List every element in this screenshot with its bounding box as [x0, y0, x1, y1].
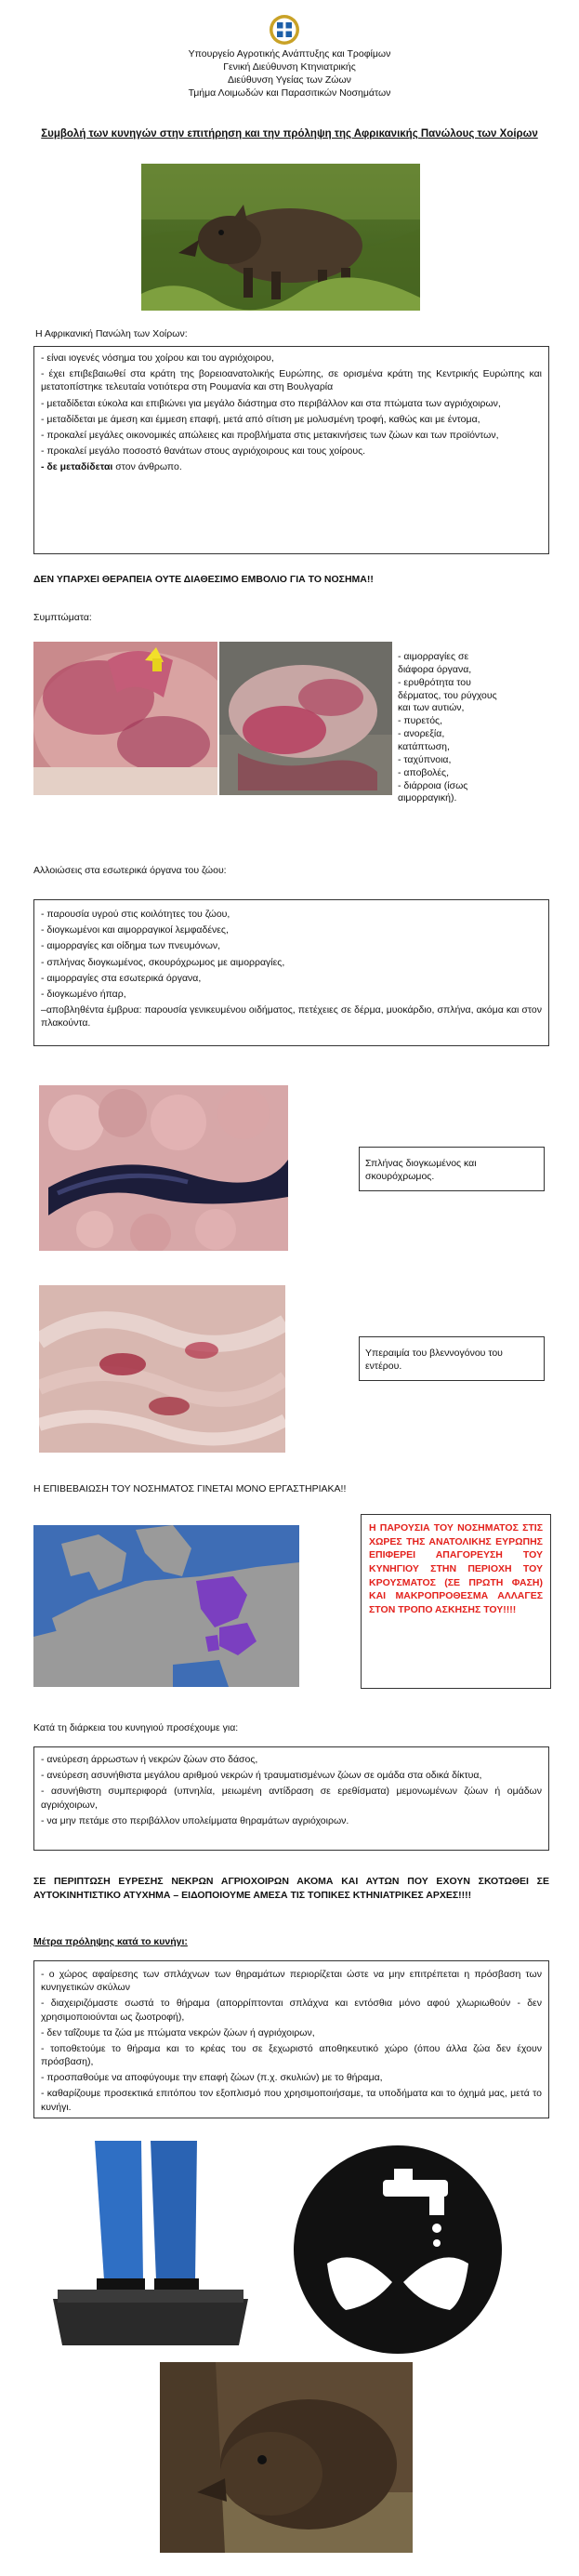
intestine-photo — [39, 1285, 285, 1453]
europe-map — [33, 1525, 299, 1687]
lesion-item: - παρουσία υγρού στις κοιλότητες του ζώου, — [41, 909, 230, 920]
spleen-caption: Σπλήνας διογκωμένος και σκουρόχρωμος. — [359, 1147, 545, 1191]
prevention-point: - προσπαθούμε να αποφύγουμε την επαφή ζώων (π.χ. σκυλιών) με το θήραμα, — [41, 2072, 383, 2084]
spleen-photo — [39, 1085, 288, 1251]
hunting-point: - να μην πετάμε στο περιβάλλον υπολείμματα θηραμάτων αγριόχοιρων. — [41, 1814, 349, 1826]
emblem — [269, 14, 300, 46]
hunting-ban-warning: Η ΠΑΡΟΥΣΙΑ ΤΟΥ ΝΟΣΗΜΑΤΟΣ ΣΤΙΣ ΧΩΡΕΣ ΤΗΣ ΑΝΑΤΟΛΙΚΗΣ ΕΥΡΩΠΗΣ ΕΠΙΦΕΡΕΙ ΑΠΑΓΟΡΕΥΣΗ ΤΟΥ ΚΥΝΗΓΙΟΥ ΣΤΗΝ ΠΕΡΙΟΧΗ ΤΟΥ ΚΡΟΥΣΜΑΤΟΣ (ΣΕ ΠΡΩΤΗ ΦΑΣΗ) ΚΑΙ ΜΑΚΡΟΠΡΟΘΕΣΜΑ ΑΛΛΑΓΕΣ ΣΤΟΝ ΤΡΟΠΟ ΑΣΚΗΣΗΣ ΤΟΥ!!!! — [361, 1514, 551, 1689]
prevention-point: - ο χώρος αφαίρεσης των σπλάχνων των θηραμάτων περιορίζεται ώστε να μην επιτρέπεται η πρόσβαση των κυνηγετικών σκύλων — [41, 1969, 542, 1994]
hunting-point: - ανεύρεση άρρωστων ή νεκρών ζώων στο δάσος, — [41, 1754, 258, 1765]
header-block — [0, 48, 579, 100]
intro-box — [33, 346, 549, 554]
lesion-item: - αιμορραγίες στα εσωτερικά όργανα, — [41, 972, 202, 984]
intro-point: - είναι ιογενές νόσημα του χοίρου και του αγριόχοιρου, — [41, 352, 274, 364]
dead-boar-notice: ΣΕ ΠΕΡΙΠΤΩΣΗ ΕΥΡΕΣΗΣ ΝΕΚΡΩΝ ΑΓΡΙΟΧΟΙΡΩΝ ΑΚΟΜΑ ΚΑΙ ΑΥΤΩΝ ΠΟΥ ΕΧΟΥΝ ΣΚΟΤΩΘΕΙ ΣΕ ΑΥΤΟΚΙΝΗΤΙΣΤΙΚΟ ΑΤΥΧΗΜΑ – ΕΙΔΟΠΟΙΟΥΜΕ ΑΜΕΣΑ ΤΙΣ ΤΟΠΙΚΕΣ ΚΤΗΝΙΑΤΡΙΚΕΣ ΑΡΧΕΣ!!!! — [33, 1876, 549, 1901]
intro-last-rest: στον άνθρωπο. — [112, 461, 182, 473]
intro-point: - έχει επιβεβαιωθεί στα κράτη της βορειοανατολικής Ευρώπης, σε ορισμένα κράτη της Κεντρικής Ευρώπης και μετατοπίστηκε τελευταία νοτιότερα στη Ρουμανία και στη Βουλγαρία — [41, 368, 542, 393]
lesion-item: - διογκωμένοι και αιμορραγικοί λεμφαδένες, — [41, 924, 229, 936]
wild-boar-photo — [141, 164, 420, 311]
directorate-general: Γενική Διεύθυνση Κτηνιατρικής — [223, 60, 356, 73]
symptom-item: - διάρροια (ίσως αιμορραγική). — [398, 779, 468, 804]
symptoms-label: Συμπτώματα: — [33, 612, 92, 623]
lesions-label: Αλλοιώσεις στα εσωτερικά όργανα του ζώου: — [33, 865, 227, 876]
dead-pig-photo — [219, 642, 392, 795]
lab-confirmation-notice: Η ΕΠΙΒΕΒΑΙΩΣΗ ΤΟΥ ΝΟΣΗΜΑΤΟΣ ΓΙΝΕΤΑΙ ΜΟΝΟ ΕΡΓΑΣΤΗΡΙΑΚΑ!! — [33, 1483, 347, 1494]
hunting-label: Κατά τη διάρκεια του κυνηγιού προσέχουμε για: — [33, 1722, 239, 1733]
symptom-item: - αποβολές, — [398, 766, 450, 778]
handwashing-icon — [290, 2143, 506, 2357]
pig-ear-photo — [33, 642, 217, 795]
symptom-item: - ταχύπνοια, — [398, 753, 452, 765]
intro-point: - μεταδίδεται εύκολα και επιβιώνει για μεγάλο διάστημα στο περιβάλλον και στα πτώματα των αγριόχοιρων, — [41, 397, 501, 409]
boar-portrait-photo — [160, 2362, 413, 2553]
prevention-label: Μέτρα πρόληψης κατά το κυνήγι: — [33, 1936, 188, 1947]
intro-point: - προκαλεί μεγάλες οικονομικές απώλειες και προβλήματα στις μετακινήσεις των ζώων και των προϊόντων, — [41, 429, 499, 441]
lesion-item: - αιμορραγίες και οίδημα των πνευμόνων, — [41, 940, 221, 952]
symptoms-list — [398, 651, 498, 805]
intro-point: - προκαλεί μεγάλο ποσοστό θανάτων στους αγριόχοιρους και τους χοίρους. — [41, 445, 366, 458]
intro-last-bold: - δε μεταδίδεται — [41, 461, 113, 473]
page-title: Συμβολή των κυνηγών στην επιτήρηση και την πρόληψη της Αφρικανικής Πανώλους των Χοίρων — [41, 128, 538, 139]
prevention-box — [33, 1960, 549, 2118]
prevention-point: - διαχειριζόμαστε σωστά το θήραμα (απορρίπτονται σπλάχνα και εντόσθια μόνο αφού χλωριωθούν - δεν χρησιμοποιούνται ως ζωοτροφή), — [41, 1998, 542, 2023]
symptom-item: - ανορεξία, κατάπτωση, — [398, 728, 450, 753]
symptom-item: - ερυθρότητα του δέρματος, του ρύγχους και των αυτιών, — [398, 676, 497, 714]
boots-disinfection-photo — [39, 2141, 260, 2357]
directorate: Διεύθυνση Υγείας των Ζώων — [228, 73, 351, 86]
intro-label: Η Αφρικανική Πανώλη των Χοίρων: — [35, 328, 188, 339]
hunting-point: - ασυνήθιστη συμπεριφορά (υπνηλία, μειωμένη αντίδραση σε ερεθίσματα) μεμονωμένων ζώων ή ομάδων αγριόχοιρων, — [41, 1786, 542, 1811]
prevention-point: - καθαρίζουμε προσεκτικά επιτόπου τον εξοπλισμό που χρησιμοποιήσαμε, τα υποδήματα και το όχημά μας, μετά το κυνήγι. — [41, 2088, 542, 2113]
no-cure-notice: ΔΕΝ ΥΠΑΡΧΕΙ ΘΕΡΑΠΕΙΑ ΟΥΤΕ ΔΙΑΘΕΣΙΜΟ ΕΜΒΟΛΙΟ ΓΙΑ ΤΟ ΝΟΣΗΜΑ!! — [33, 574, 374, 585]
intro-point-last — [41, 460, 542, 473]
symptom-item: - αιμορραγίες σε διάφορα όργανα, — [398, 651, 472, 675]
hunting-point: - ανεύρεση ασυνήθιστα μεγάλου αριθμού νεκρών ή τραυματισμένων ζώων σε ομάδα στα οδικά δίκτυα, — [41, 1770, 482, 1782]
greek-emblem-icon — [269, 14, 300, 46]
prevention-point: - τοποθετούμε το θήραμα και το κρέας του σε ξεχωριστό αποθηκευτικό χώρο (όπου άλλα ζώα δεν έχουν πρόσβαση), — [41, 2042, 542, 2068]
intestine-caption: Υπεραιμία του βλεννογόνου του εντέρου. — [359, 1336, 545, 1381]
intro-point: - μεταδίδεται με άμεση και έμμεση επαφή, μετά από σίτιση με μολυσμένη τροφή, καθώς και με έντομα, — [41, 413, 480, 425]
hunting-box — [33, 1746, 549, 1851]
lesion-item: - διογκωμένο ήπαρ, — [41, 988, 126, 1000]
lesion-item: –αποβληθέντα έμβρυα: παρουσία γενικευμένου οιδήματος, πετέχειες σε δέρμα, μυοκάρδιο, σπλήνα, ακόμα και στον πλακούντα. — [41, 1004, 542, 1029]
department: Τμήμα Λοιμωδών και Παρασιτικών Νοσημάτων — [188, 86, 391, 99]
symptom-item: - πυρετός, — [398, 715, 443, 727]
prevention-point: - δεν ταΐζουμε τα ζώα με πτώματα νεκρών ζώων ή αγριόχοιρων, — [41, 2026, 315, 2038]
lesions-box — [33, 899, 549, 1046]
lesion-item: - σπλήνας διογκωμένος, σκουρόχρωμος με αιμορραγίες, — [41, 956, 285, 968]
ministry-name: Υπουργείο Αγροτικής Ανάπτυξης και Τροφίμων — [188, 48, 391, 60]
